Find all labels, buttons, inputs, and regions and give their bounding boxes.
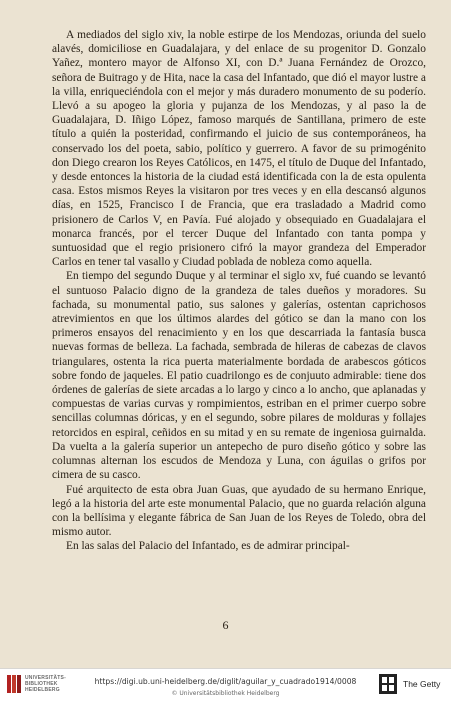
- paragraph-4: En las salas del Palacio del Infantado, es de admirar principal-: [66, 540, 350, 553]
- paragraph-2: En tiempo del segundo Duque y al terminar el siglo xv, fué cuando se levantó el suntuoso Palacio digno de la grandeza de tales dueños y moradores. Su fachada, su monumental patio, sus salones y galerías, ostentan caprichosos atrevimientos en que los últimos alardes del gótico se dan la mano con los primeros ensayos del renacimiento y en los que descarriada la fantasía busca nuevas formas de belleza. La fachada, sembrada de hileras de cabezas de clavos triangulares, ostenta la rica puerta materialmente bordada de arabescos góticos sobre fondo de jaqueles. El patio cuadrilongo es de conjuuto admirable: tiene dos órdenes de galerías de siete arcadas a lo largo y cinco a lo ancho, que aplanadas y compuestas de varias curvas y rompimientos, estriban en el primer cuerpo sobre sencillas columnas dóricas, y en el segundo, sobre pilares de molduras y follajes retorcidos en espiral, ceñidos en su mitad y en su remate de ingeniosa guirnalda. Da vuelta a la galería superior un antepecho de puro diseño gótico y sobre las columnas alternan los escudos de Mendoza y Luna, con águilas o grifos por cimera de su casco.: [52, 270, 426, 482]
- university-name[interactable]: UNIVERSITÄTS- BIBLIOTHEK HEIDELBERG: [25, 675, 66, 693]
- copyright-notice: © Universitätsbibliothek Heidelberg: [171, 690, 280, 697]
- paragraph-1: A mediados del siglo xiv, la noble estirpe de los Mendozas, oriunda del suelo alavés, domiciliose en Guadalajara, y del enlace de su progenitor D. Gonzalo Yañez, montero mayor de Alfonso XI, con D.ª Juana Fernández de Orozco, señora de Buitrago y de Hita, nace la casa del Infantado, que dió el mayor lustre a la villa, enriqueciéndola con el mejor y más duradero monumento de su poderío. Llevó a su apogeo la gloria y pujanza de los Mendozas, y al paso la de Guadalajara, D. Iñigo López, famoso marqués de Santillana, primero de este título a quién la posteridad, confirmando el juicio de sus contemporáneos, ha conservado los del poeta, sabio, político y guerrero. A favor de su primogénito don Diego crearon los Reyes Católicos, en 1475, el título de Duque del Infantado, y desde entonces la historia de la ciudad está identificada con la de esta opulenta casa. Estos mismos Reyes la visitaron por tres veces y en ella descansó algunos días, en 1525, Francisco I de Francia, que era trasladado a Madrid como prisionero de Carlos V, en Pavía. Fué alojado y obsequiado en Guadalajara el monarca francés, por el tercer Duque del Infantado con tanta pompa y suntuosidad que el regio prisionero cifró la mayor grandeza del Emperador Carlos en tener tal vasallo y Ciudad poblada de nobleza como aquella.: [52, 29, 426, 269]
- page-number: 6: [222, 618, 229, 632]
- page-body-text: [52, 28, 426, 554]
- permalink-url[interactable]: https://digi.ub.uni-heidelberg.de/diglit/aguilar_y_cuadrado1914/0008: [94, 677, 357, 686]
- getty-logo-icon[interactable]: [379, 674, 397, 694]
- getty-partner-label[interactable]: The Getty: [403, 679, 441, 689]
- paragraph-3: Fué arquitecto de esta obra Juan Guas, que ayudado de su hermano Enrique, legó a la historia del arte este monumental Palacio, que no guarda relación alguna con la bellísima y elegante fábrica de San Juan de los Reyes de Toledo, obra del mismo autor.: [52, 483, 426, 539]
